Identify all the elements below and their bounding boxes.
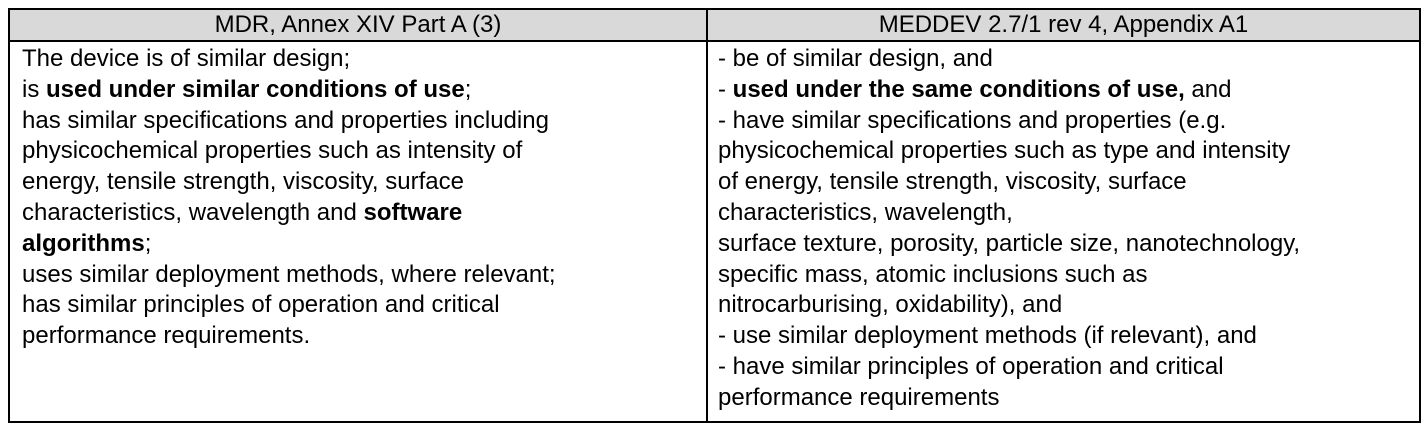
meddev-line: [718, 75, 1413, 106]
mdr-line: [22, 260, 700, 291]
mdr-requirements-cell: [9, 41, 707, 422]
text-run: of energy, tensile strength, viscosity, surface: [718, 168, 1187, 196]
text-run: ;: [144, 229, 152, 257]
text-run: has similar principles of operation and critical: [22, 291, 500, 319]
text-run: has similar specifications and properties including: [22, 106, 549, 134]
text-run: - have similar principles of operation and critical: [718, 352, 1224, 380]
meddev-line: [718, 352, 1413, 383]
text-run: uses similar deployment methods, where relevant;: [22, 260, 556, 288]
text-run: characteristics, wavelength and: [22, 198, 364, 226]
comparison-table: [8, 8, 1421, 423]
meddev-line: [718, 106, 1413, 137]
text-run: -: [718, 75, 733, 103]
text-run: nitrocarburising, oxidability), and: [718, 291, 1063, 319]
text-run: and: [1184, 75, 1232, 103]
text-run: The device is of similar design;: [22, 45, 351, 72]
mdr-line: [22, 75, 700, 106]
header-mdr: MDR, Annex XIV Part A (3): [9, 9, 707, 41]
bold-text: used under similar conditions of use: [46, 75, 465, 103]
bold-text: software: [363, 198, 463, 226]
meddev-requirements-cell: [707, 41, 1420, 422]
text-run: - be of similar design, and: [718, 45, 993, 72]
text-run: - use similar deployment methods (if relevant), and: [718, 322, 1257, 350]
header-meddev: MEDDEV 2.7/1 rev 4, Appendix A1: [707, 9, 1420, 41]
mdr-line: [22, 321, 700, 352]
meddev-line: [718, 44, 1413, 75]
meddev-line: [718, 290, 1413, 321]
meddev-line: [718, 321, 1413, 352]
text-run: ;: [464, 75, 472, 103]
mdr-line: [22, 106, 700, 137]
text-run: characteristics, wavelength,: [718, 198, 1013, 226]
meddev-line: [718, 136, 1413, 167]
text-run: performance requirements.: [22, 322, 311, 350]
meddev-line: [718, 229, 1413, 260]
header-row: [9, 9, 1420, 41]
meddev-line: [718, 167, 1413, 198]
text-run: physicochemical properties such as type and intensity: [718, 137, 1291, 165]
text-run: performance requirements: [718, 383, 1000, 411]
meddev-line: [718, 383, 1413, 414]
meddev-line: [718, 198, 1413, 229]
mdr-line: [22, 167, 700, 198]
text-run: is: [22, 75, 46, 103]
text-run: - have similar specifications and properties (e.g.: [718, 106, 1227, 134]
bold-text: algorithms: [22, 229, 145, 257]
mdr-line: [22, 198, 700, 229]
content-row: [9, 41, 1420, 422]
text-run: specific mass, atomic inclusions such as: [718, 260, 1148, 288]
meddev-line: [718, 260, 1413, 291]
mdr-line: [22, 290, 700, 321]
text-run: energy, tensile strength, viscosity, surface: [22, 168, 464, 196]
mdr-line: [22, 44, 700, 75]
mdr-line: [22, 229, 700, 260]
mdr-line: [22, 136, 700, 167]
text-run: physicochemical properties such as intensity of: [22, 137, 523, 165]
text-run: surface texture, porosity, particle size, nanotechnology,: [718, 229, 1301, 257]
bold-text: used under the same conditions of use,: [732, 75, 1185, 103]
